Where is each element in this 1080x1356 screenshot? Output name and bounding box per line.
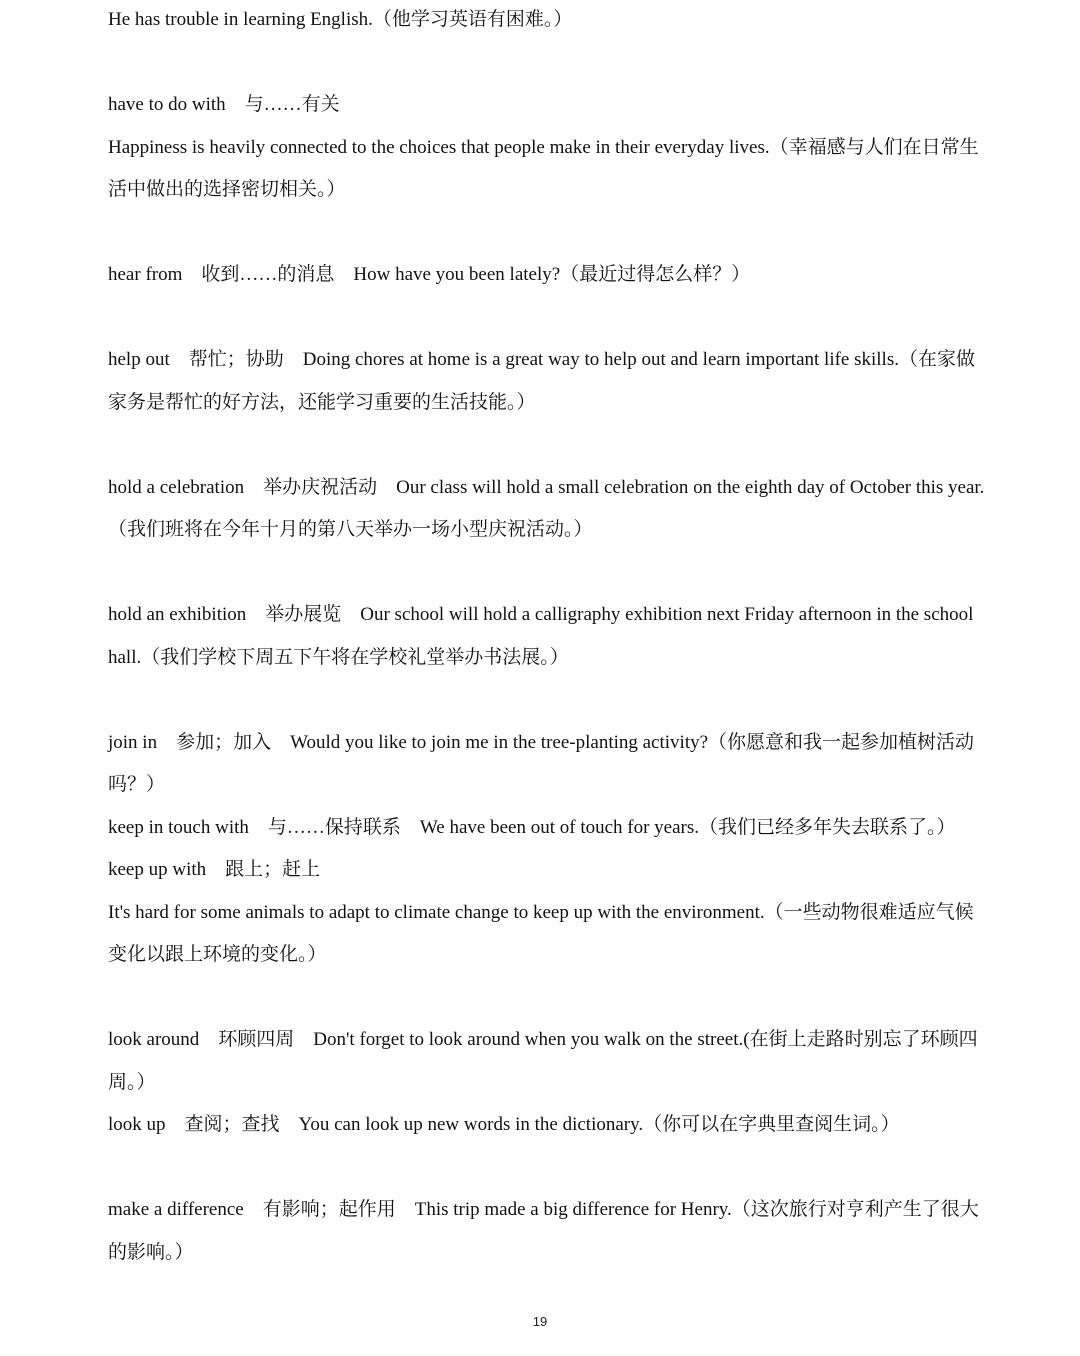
text-line: hall.（我们学校下周五下午将在学校礼堂举办书法展。） — [108, 647, 569, 668]
page-number: 19 — [532, 1314, 548, 1329]
text-line: 周。） — [108, 1072, 156, 1093]
text-line: keep up with 跟上；赶上 — [108, 859, 321, 880]
text-line: It's hard for some animals to adapt to climate change to keep up with the environment.（一些动物很难适应气候 — [108, 902, 974, 923]
text-line: 的影响。） — [108, 1242, 194, 1263]
text-line: look around 环顾四周 Don't forget to look around when you walk on the street.(在街上走路时别忘了环顾四 — [108, 1029, 978, 1050]
text-line: hold an exhibition 举办展览 Our school will hold a calligraphy exhibition next Friday afternoon in the school — [108, 604, 974, 625]
text-line: 活中做出的选择密切相关。） — [108, 179, 346, 200]
text-line: （我们班将在今年十月的第八天举办一场小型庆祝活动。） — [108, 519, 593, 540]
text-line: look up 查阅；查找 You can look up new words in the dictionary.（你可以在字典里查阅生词。） — [108, 1114, 900, 1135]
text-line: 吗？） — [108, 774, 166, 795]
text-line: join in 参加；加入 Would you like to join me in the tree-planting activity?（你愿意和我一起参加植树活动 — [108, 732, 975, 753]
text-line: hear from 收到……的消息 How have you been lately?（最近过得怎么样？） — [108, 264, 751, 285]
text-line: He has trouble in learning English.（他学习英语有困难。） — [108, 9, 573, 30]
text-line: 变化以跟上环境的变化。） — [108, 944, 327, 965]
text-line: make a difference 有影响；起作用 This trip made a big difference for Henry.（这次旅行对亨利产生了很大 — [108, 1199, 979, 1220]
text-line: have to do with 与……有关 — [108, 94, 340, 115]
text-line: 家务是帮忙的好方法，还能学习重要的生活技能。） — [108, 392, 536, 413]
text-line: keep in touch with 与……保持联系 We have been out of touch for years.（我们已经多年失去联系了。） — [108, 817, 956, 838]
text-line: hold a celebration 举办庆祝活动 Our class will hold a small celebration on the eighth day of October this year. — [108, 477, 985, 498]
text-line: Happiness is heavily connected to the choices that people make in their everyday lives.（幸福感与人们在日常生 — [108, 137, 979, 158]
text-line: help out 帮忙；协助 Doing chores at home is a great way to help out and learn important life skills.（在家做 — [108, 349, 975, 370]
